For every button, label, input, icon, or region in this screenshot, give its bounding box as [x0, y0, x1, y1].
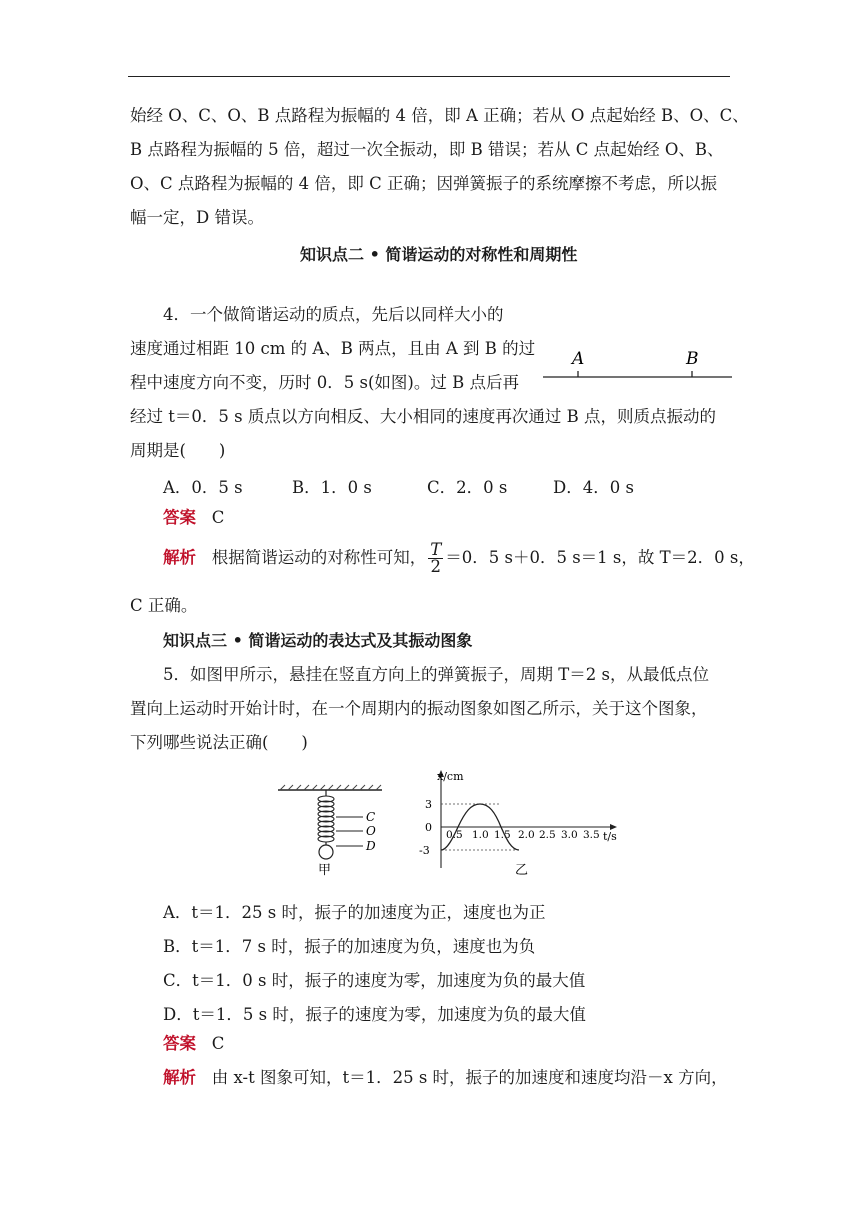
q4-analysis-label: 解析 [163, 548, 196, 567]
intro-line-1: 始经 O、C、O、B 点路程为振幅的 4 倍，即 A 正确；若从 O 点起始经 B、O、C、 [130, 106, 749, 125]
q5-answer [163, 1027, 224, 1061]
q4-label-b: B [686, 349, 699, 369]
q4-ab-figure [540, 340, 735, 385]
y-tick-0: 0 [425, 821, 432, 834]
q5-option-d: D．t＝1．5 s 时，振子的速度为零，加速度为负的最大值 [163, 1005, 586, 1024]
q4-line-5: 周期是( ) [130, 441, 226, 460]
q5-answer-label: 答案 [163, 1034, 196, 1053]
q4-analysis [163, 541, 755, 575]
intro-line-2: B 点路程为振幅的 5 倍，超过一次全振动，即 B 错误；若从 C 点起始经 O、B、 [130, 140, 724, 159]
q5-line-3: 下列哪些说法正确( ) [130, 733, 308, 752]
q4-option-d: D．4．0 s [553, 478, 634, 497]
q4-line-1: 4．一个做简谐运动的质点，先后以同样大小的 [163, 305, 504, 324]
q4-line-2: 速度通过相距 10 cm 的 A、B 两点，且由 A 到 B 的过 [130, 339, 536, 358]
q4-fraction-den: 2 [430, 557, 441, 576]
q5-line-2: 置向上运动时开始计时，在一个周期内的振动图象如图乙所示，关于这个图象， [130, 699, 708, 718]
q4-analysis-pre: 根据简谐运动的对称性可知， [211, 548, 427, 567]
spring-label-d: D [366, 839, 376, 853]
q5-analysis-label: 解析 [163, 1068, 196, 1087]
x-tick-0.5: 0.5 [446, 829, 463, 841]
q4-fraction [428, 542, 443, 575]
section-heading-3: 知识点三 • 简谐运动的表达式及其振动图象 [163, 631, 473, 650]
q4-line-4: 经过 t＝0．5 s 质点以方向相反、大小相同的速度再次通过 B 点，则质点振动的 [130, 407, 716, 426]
q5-option-c: C．t＝1．0 s 时，振子的速度为零，加速度为负的最大值 [163, 971, 586, 990]
q4-answer [163, 501, 224, 535]
caption-jia: 甲 [318, 863, 332, 878]
y-tick-neg3: -3 [419, 844, 430, 857]
q4-analysis-line-2: C 正确。 [130, 596, 198, 615]
x-tick-3.5: 3.5 [583, 829, 600, 841]
spring-figure [270, 780, 390, 880]
x-tick-1.0: 1.0 [472, 829, 489, 841]
q4-label-a: A [572, 349, 585, 369]
spring-label-o: O [366, 824, 376, 838]
q5-line-1: 5．如图甲所示，悬挂在竖直方向上的弹簧振子，周期 T＝2 s，从最低点位 [163, 665, 709, 684]
intro-line-3: O、C 点路程为振幅的 4 倍，即 C 正确；因弹簧振子的系统摩擦不考虑，所以振 [130, 174, 717, 193]
x-tick-1.5: 1.5 [494, 829, 511, 841]
q4-answer-label: 答案 [163, 508, 196, 527]
q5-answer-value: C [211, 1034, 225, 1053]
x-tick-3.0: 3.0 [561, 829, 578, 841]
x-tick-2.0: 2.0 [518, 829, 535, 841]
y-axis-label: x/cm [437, 770, 464, 783]
caption-yi: 乙 [515, 863, 529, 878]
q4-analysis-post: ＝0．5 s＋0．5 s＝1 s，故 T＝2．0 s， [445, 548, 755, 567]
x-axis-label: t/s [603, 830, 617, 843]
q5-analysis [163, 1061, 728, 1095]
q4-answer-value: C [211, 508, 225, 527]
q5-option-b: B．t＝1．7 s 时，振子的加速度为负，速度也为负 [163, 937, 536, 956]
spring-label-c: C [366, 810, 376, 824]
q5-analysis-text: 由 x-t 图象可知，t＝1．25 s 时，振子的加速度和速度均沿－x 方向， [211, 1068, 728, 1087]
header-rule [128, 76, 730, 77]
vibration-graph [415, 768, 630, 880]
q4-fraction-num: T [430, 540, 442, 559]
x-tick-2.5: 2.5 [539, 829, 556, 841]
x-ticks [446, 829, 600, 841]
q4-option-b: B．1．0 s [292, 478, 372, 497]
y-tick-3: 3 [425, 798, 432, 811]
q4-option-a: A．0．5 s [163, 478, 243, 497]
intro-line-4: 幅一定，D 错误。 [130, 208, 264, 227]
oscillator-ball [319, 845, 333, 859]
q4-line-3: 程中速度方向不变，历时 0．5 s(如图)。过 B 点后再 [130, 373, 519, 392]
q4-option-c: C．2．0 s [427, 478, 508, 497]
section-heading-2: 知识点二 • 简谐运动的对称性和周期性 [300, 245, 578, 264]
spring-coil [318, 796, 334, 842]
q5-option-a: A．t＝1．25 s 时，振子的加速度为正，速度也为正 [163, 903, 546, 922]
